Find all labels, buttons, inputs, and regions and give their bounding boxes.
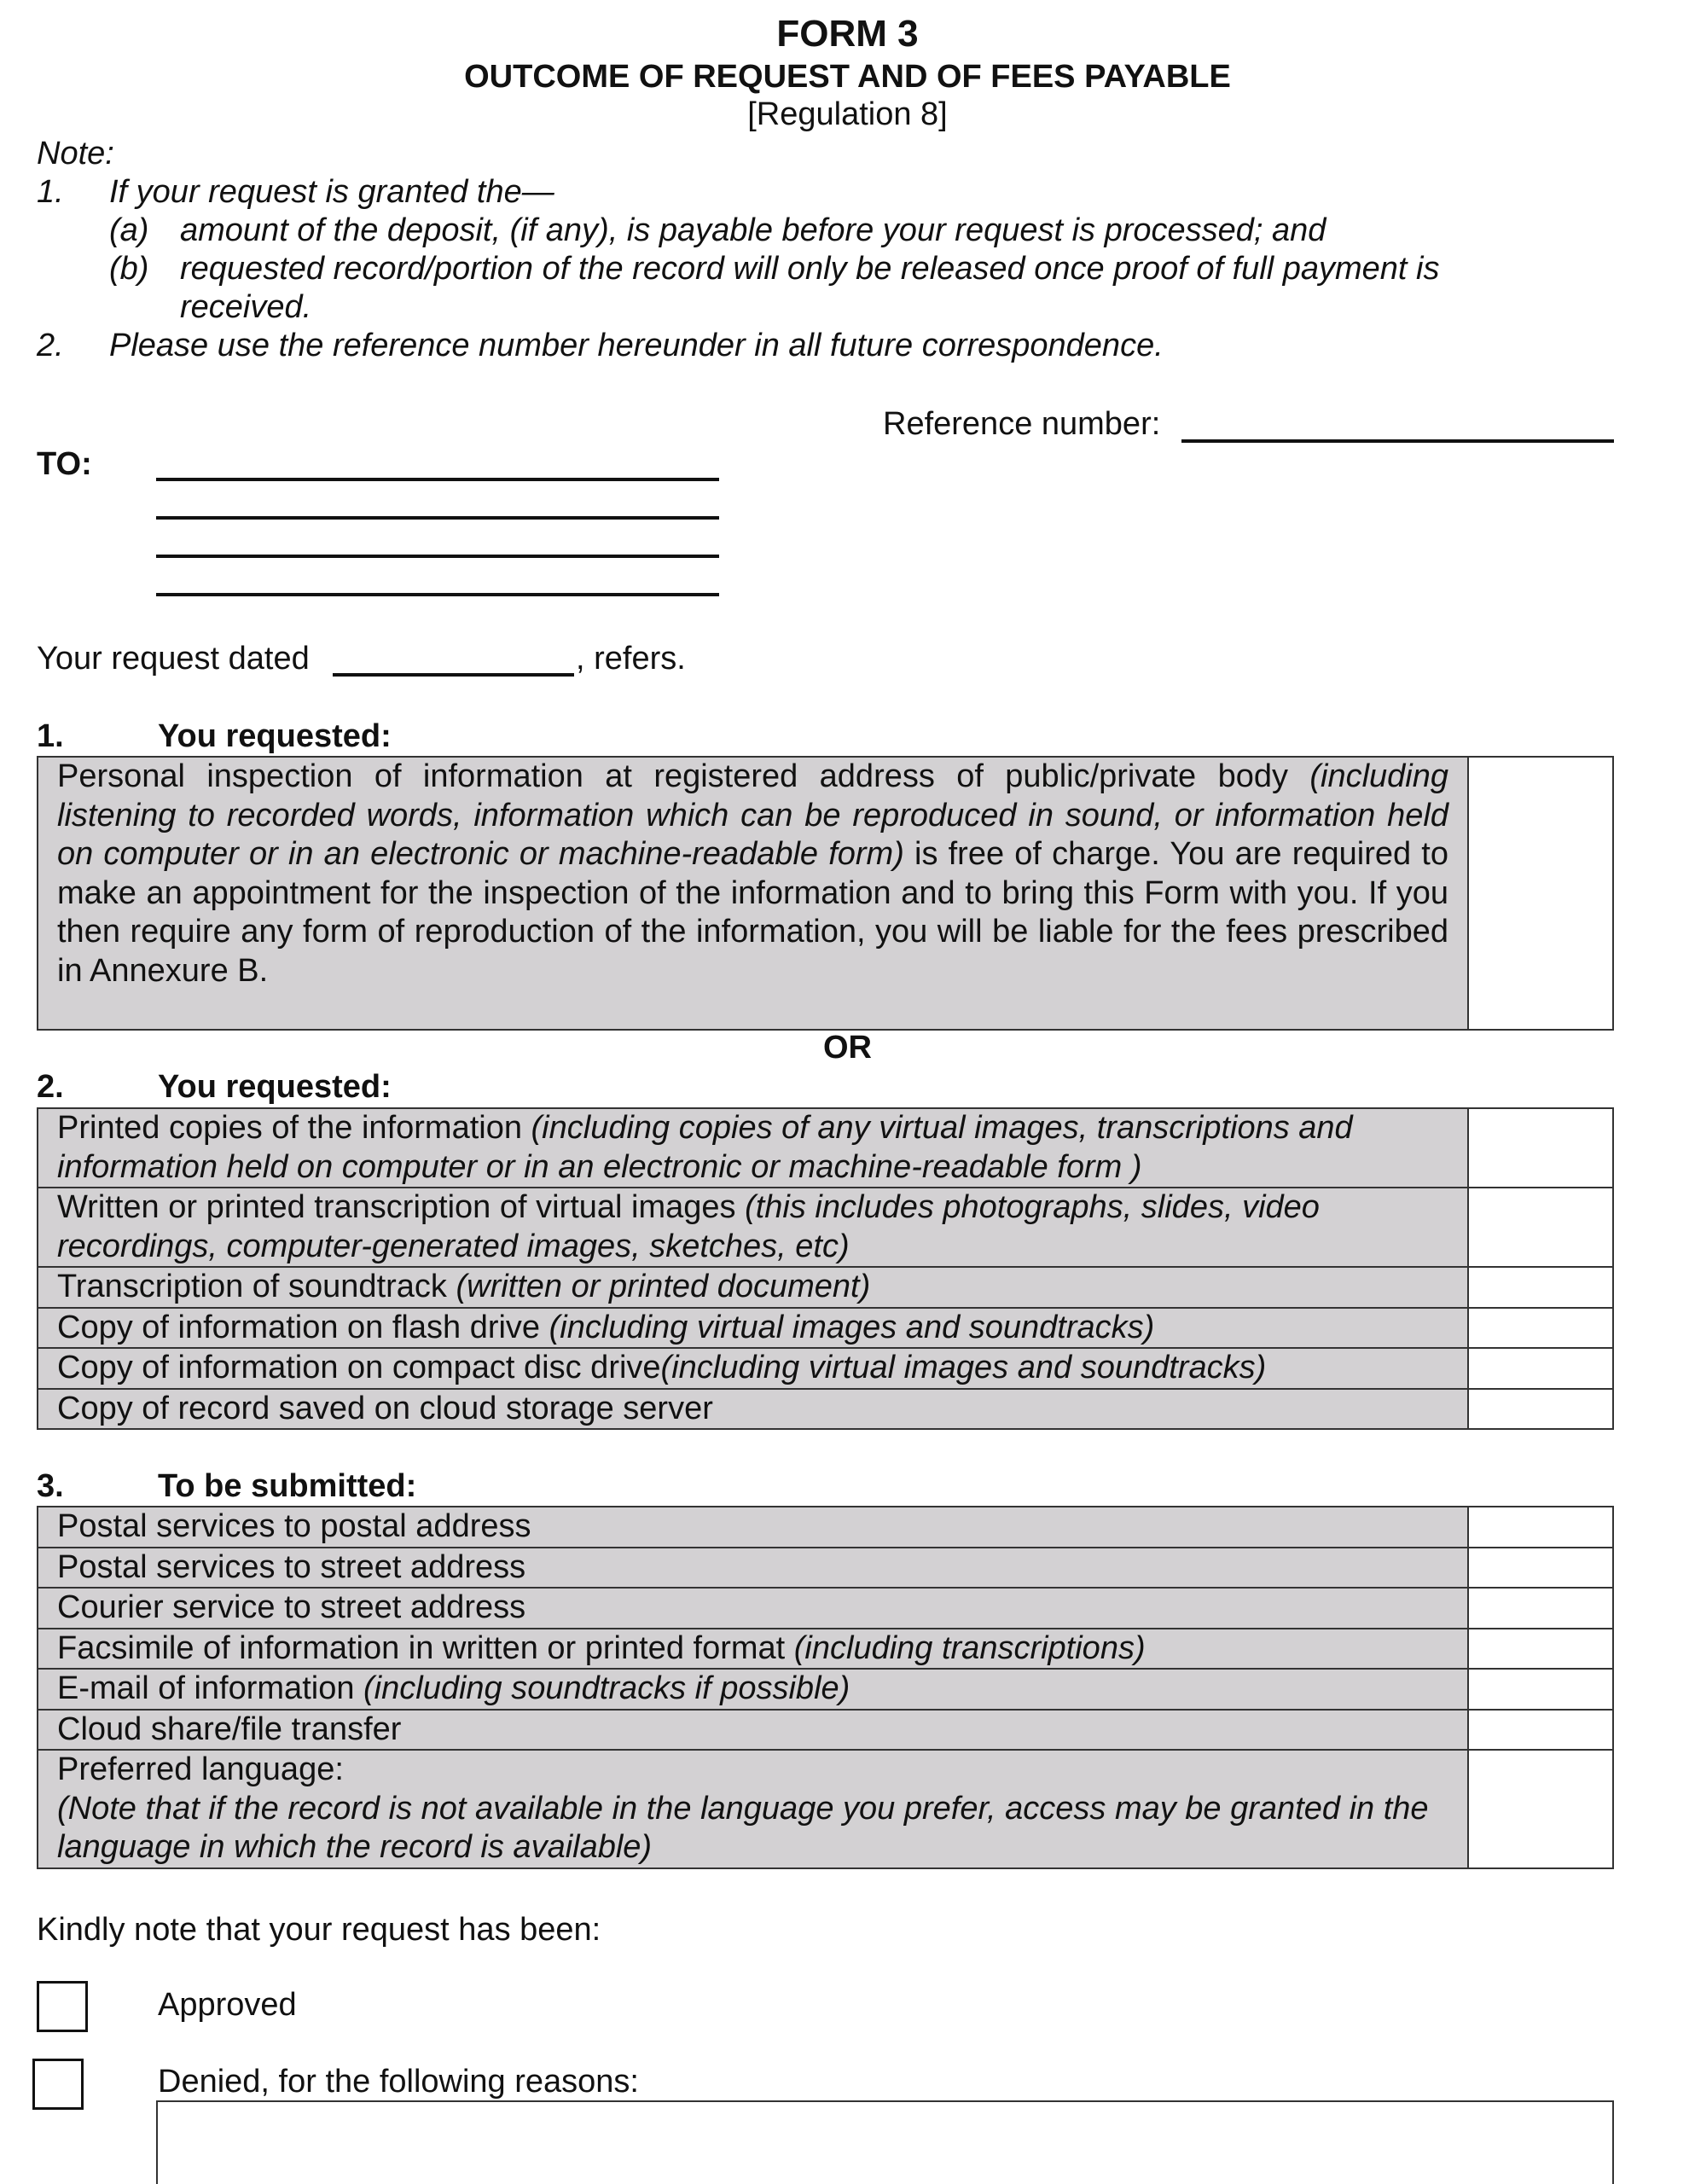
section3-number: 3. [37, 1468, 64, 1504]
section3-checkbox-4[interactable] [1468, 1629, 1613, 1670]
section3-checkbox-6[interactable] [1468, 1710, 1613, 1751]
request-dated-suffix: , refers. [576, 641, 686, 677]
note-item2-number: 2. [37, 328, 64, 363]
section2-option-flash-drive: Copy of information on flash drive (including virtual images and soundtracks) [38, 1308, 1468, 1349]
section3-option-postal-street: Postal services to street address [38, 1548, 1468, 1589]
section2-checkbox-3[interactable] [1468, 1267, 1613, 1308]
section2-heading: You requested: [158, 1069, 392, 1105]
section2-table [37, 1107, 1614, 1430]
denied-checkbox[interactable] [32, 2059, 84, 2110]
section2-option-transcription-images: Written or printed transcription of virtual images (this includes photographs, slides, video recordings, computer-generated images, sketches, etc) [38, 1188, 1468, 1267]
regulation-reference: [Regulation 8] [747, 96, 948, 132]
section3-option-cloud-share: Cloud share/file transfer [38, 1710, 1468, 1751]
denial-reasons-field[interactable] [156, 2100, 1614, 2184]
section2-checkbox-6[interactable] [1468, 1389, 1613, 1430]
section2-checkbox-2[interactable] [1468, 1188, 1613, 1267]
section3-checkbox-1[interactable] [1468, 1507, 1613, 1548]
section3-checkbox-2[interactable] [1468, 1548, 1613, 1589]
request-dated-prefix: Your request dated [37, 641, 310, 677]
note-item1a-label: (a) [109, 212, 149, 248]
to-address-line-3[interactable] [156, 555, 719, 558]
note-item1-number: 1. [37, 174, 64, 210]
section3-checkbox-5[interactable] [1468, 1669, 1613, 1710]
form-subtitle: OUTCOME OF REQUEST AND OF FEES PAYABLE [464, 59, 1231, 95]
preferred-language-field[interactable] [1468, 1750, 1613, 1868]
note-item1b-text-line1: requested record/portion of the record will only be released once proof of full payment is [180, 251, 1440, 287]
note-item1b-text-line2: received. [180, 289, 312, 325]
to-address-line-2[interactable] [156, 516, 719, 520]
denied-label: Denied, for the following reasons: [158, 2064, 639, 2100]
note-item1-text: If your request is granted the— [109, 174, 554, 210]
to-label: TO: [37, 446, 92, 482]
request-date-field[interactable] [333, 673, 574, 677]
section2-option-soundtrack: Transcription of soundtrack (written or printed document) [38, 1267, 1468, 1308]
to-address-line-4[interactable] [156, 593, 719, 596]
section2-option-cloud-storage: Copy of record saved on cloud storage server [38, 1389, 1468, 1430]
section3-option-email: E-mail of information (including soundtracks if possible) [38, 1669, 1468, 1710]
section2-number: 2. [37, 1069, 64, 1105]
approved-label: Approved [158, 1987, 297, 2023]
form-title: FORM 3 [776, 13, 919, 55]
reference-number-label: Reference number: [883, 406, 1161, 442]
section1-table [37, 756, 1614, 1031]
note-item1b-label: (b) [109, 251, 149, 287]
note-item2-text: Please use the reference number hereunder in all future correspondence. [109, 328, 1164, 363]
to-address-line-1[interactable] [156, 478, 719, 481]
section1-number: 1. [37, 718, 64, 754]
section2-checkbox-1[interactable] [1468, 1108, 1613, 1188]
section1-description: Personal inspection of information at registered address of public/private body (including listening to recorded words, information which can be reproduced in sound, or information held on computer or in an electronic or machine-readable form) is free of charge. You are required to make an appointment for the inspection of the information and to bring this Form with you. If you then require any form of reproduction of the information, you will be liable for the fees prescribed in Annexure B. [38, 757, 1468, 1030]
section3-option-postal-address: Postal services to postal address [38, 1507, 1468, 1548]
section1-heading: You requested: [158, 718, 392, 754]
note-item1a-text: amount of the deposit, (if any), is payable before your request is processed; and [180, 212, 1326, 248]
section3-heading: To be submitted: [158, 1468, 417, 1504]
section2-option-printed-copies: Printed copies of the information (including copies of any virtual images, transcriptions and information held on computer or in an electronic or machine-readable form ) [38, 1108, 1468, 1188]
outcome-intro: Kindly note that your request has been: [37, 1912, 601, 1948]
section3-table [37, 1506, 1614, 1869]
section3-preferred-language: Preferred language: (Note that if the record is not available in the language you prefer, access may be granted in the language in which the record is available) [38, 1750, 1468, 1868]
section2-checkbox-4[interactable] [1468, 1308, 1613, 1349]
section2-checkbox-5[interactable] [1468, 1348, 1613, 1389]
section1-checkbox[interactable] [1468, 757, 1613, 1030]
section3-option-facsimile: Facsimile of information in written or printed format (including transcriptions) [38, 1629, 1468, 1670]
note-label: Note: [37, 136, 114, 171]
section2-option-compact-disc: Copy of information on compact disc drive(including virtual images and soundtracks) [38, 1348, 1468, 1389]
reference-number-field[interactable] [1181, 439, 1614, 443]
approved-checkbox[interactable] [37, 1981, 88, 2032]
section3-option-courier: Courier service to street address [38, 1588, 1468, 1629]
or-separator: OR [823, 1030, 872, 1066]
section3-checkbox-3[interactable] [1468, 1588, 1613, 1629]
